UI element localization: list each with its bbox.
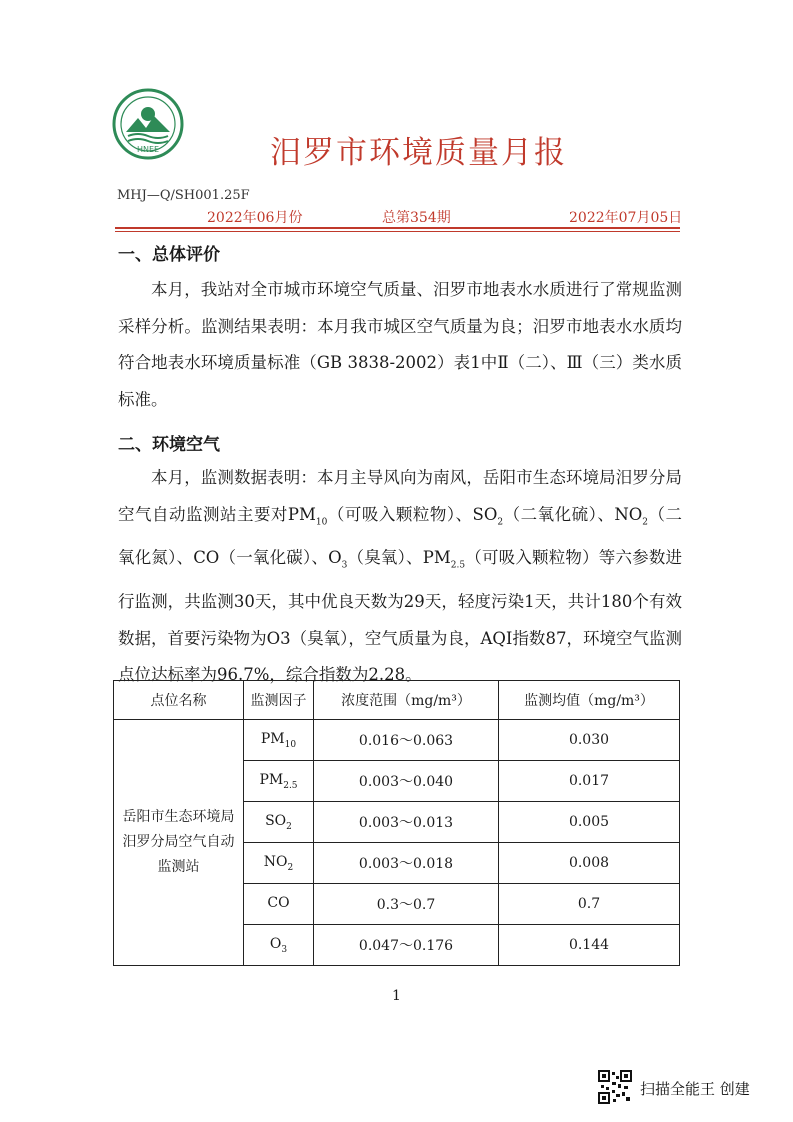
para-subscript: 2 (642, 516, 649, 527)
air-quality-table (113, 680, 680, 966)
qr-code-icon (598, 1070, 632, 1104)
factor-subscript: 2 (287, 862, 294, 873)
factor-subscript: 10 (284, 739, 297, 750)
para-text: 本月，监测数据表明：本月主导风向为南风，岳阳市生态环境局汨罗分局空气自动监测站主要对PM (118, 468, 682, 524)
section2-heading: 二、环境空气 (118, 435, 220, 455)
factor-name: CO (267, 894, 290, 911)
factor-cell (244, 843, 314, 884)
document-code: MHJ—Q/SH001.25F (117, 188, 250, 203)
range-cell: 0.003～0.013 (314, 802, 499, 843)
para-text: （二氧化氮）、CO（一氧化碳）、O (118, 504, 682, 568)
para-subscript: 3 (341, 560, 348, 571)
header-station: 点位名称 (114, 681, 244, 720)
para-text: （臭氧）、PM (347, 548, 451, 568)
para-subscript: 10 (315, 516, 328, 527)
para-subscript: 2 (497, 516, 504, 527)
station-name: 岳阳市生态环境局汨罗分局空气自动监测站 (122, 809, 235, 875)
logo-text: HNEE (136, 145, 160, 154)
para-text: （二氧化硫）、NO (503, 504, 643, 524)
factor-subscript: 3 (281, 944, 288, 955)
table-row (114, 720, 680, 761)
mean-cell: 0.7 (499, 884, 680, 925)
header-range: 浓度范围（mg/m³） (314, 681, 499, 720)
report-date: 2022年07月05日 (569, 210, 683, 226)
mean-cell: 0.144 (499, 925, 680, 966)
header-factor: 监测因子 (244, 681, 314, 720)
page-number: 1 (392, 988, 401, 1004)
issue-number: 总第354期 (382, 210, 451, 226)
section1-paragraph: 本月，我站对全市城市环境空气质量、汨罗市地表水水质进行了常规监测采样分析。监测结果表明：本月我市城区空气质量为良；汨罗市地表水水质均符合地表水环境质量标准（GB 3838-2002）表1中Ⅱ（二）、Ⅲ（三）类水质标准。 (118, 280, 682, 409)
header-divider-thick (115, 227, 680, 229)
section1-heading: 一、总体评价 (118, 245, 220, 265)
para-subscript: 2.5 (450, 560, 466, 571)
range-cell: 0.047～0.176 (314, 925, 499, 966)
header-mean: 监测均值（mg/m³） (499, 681, 680, 720)
factor-name: NO (263, 853, 288, 870)
scanner-watermark-label: 扫描全能王 创建 (640, 1080, 750, 1098)
station-name-cell (114, 720, 244, 966)
factor-subscript: 2 (286, 821, 292, 832)
factor-cell (244, 925, 314, 966)
table-header-row (114, 681, 680, 720)
mean-cell: 0.030 (499, 720, 680, 761)
mean-cell: 0.005 (499, 802, 680, 843)
report-month: 2022年06月份 (207, 210, 303, 226)
para-text: （可吸入颗粒物）等六参数进行监测，共监测30天，其中优良天数为29天，轻度污染1天，共计180个有效数据，首要污染物为O3（臭氧），空气质量为良，AQI指数87，环境空气监测点位达标率为96.7%，综合指数为2.28。 (118, 548, 682, 685)
factor-cell (244, 884, 314, 925)
header-divider-thin (115, 231, 680, 232)
range-cell: 0.003～0.018 (314, 843, 499, 884)
report-title: 汨罗市环境质量月报 (270, 135, 567, 171)
factor-name: PM (260, 730, 285, 747)
factor-cell (244, 802, 314, 843)
factor-name: SO (265, 812, 287, 829)
factor-name: O (269, 935, 282, 952)
range-cell: 0.3～0.7 (314, 884, 499, 925)
para-text: （可吸入颗粒物）、SO (327, 504, 498, 524)
section2-paragraph (118, 460, 682, 694)
factor-name: PM (259, 771, 284, 788)
factor-subscript: 2.5 (283, 780, 298, 791)
factor-cell (244, 761, 314, 802)
mean-cell: 0.008 (499, 843, 680, 884)
range-cell: 0.016～0.063 (314, 720, 499, 761)
factor-cell (244, 720, 314, 761)
environment-logo-icon (112, 88, 184, 160)
mean-cell: 0.017 (499, 761, 680, 802)
range-cell: 0.003～0.040 (314, 761, 499, 802)
